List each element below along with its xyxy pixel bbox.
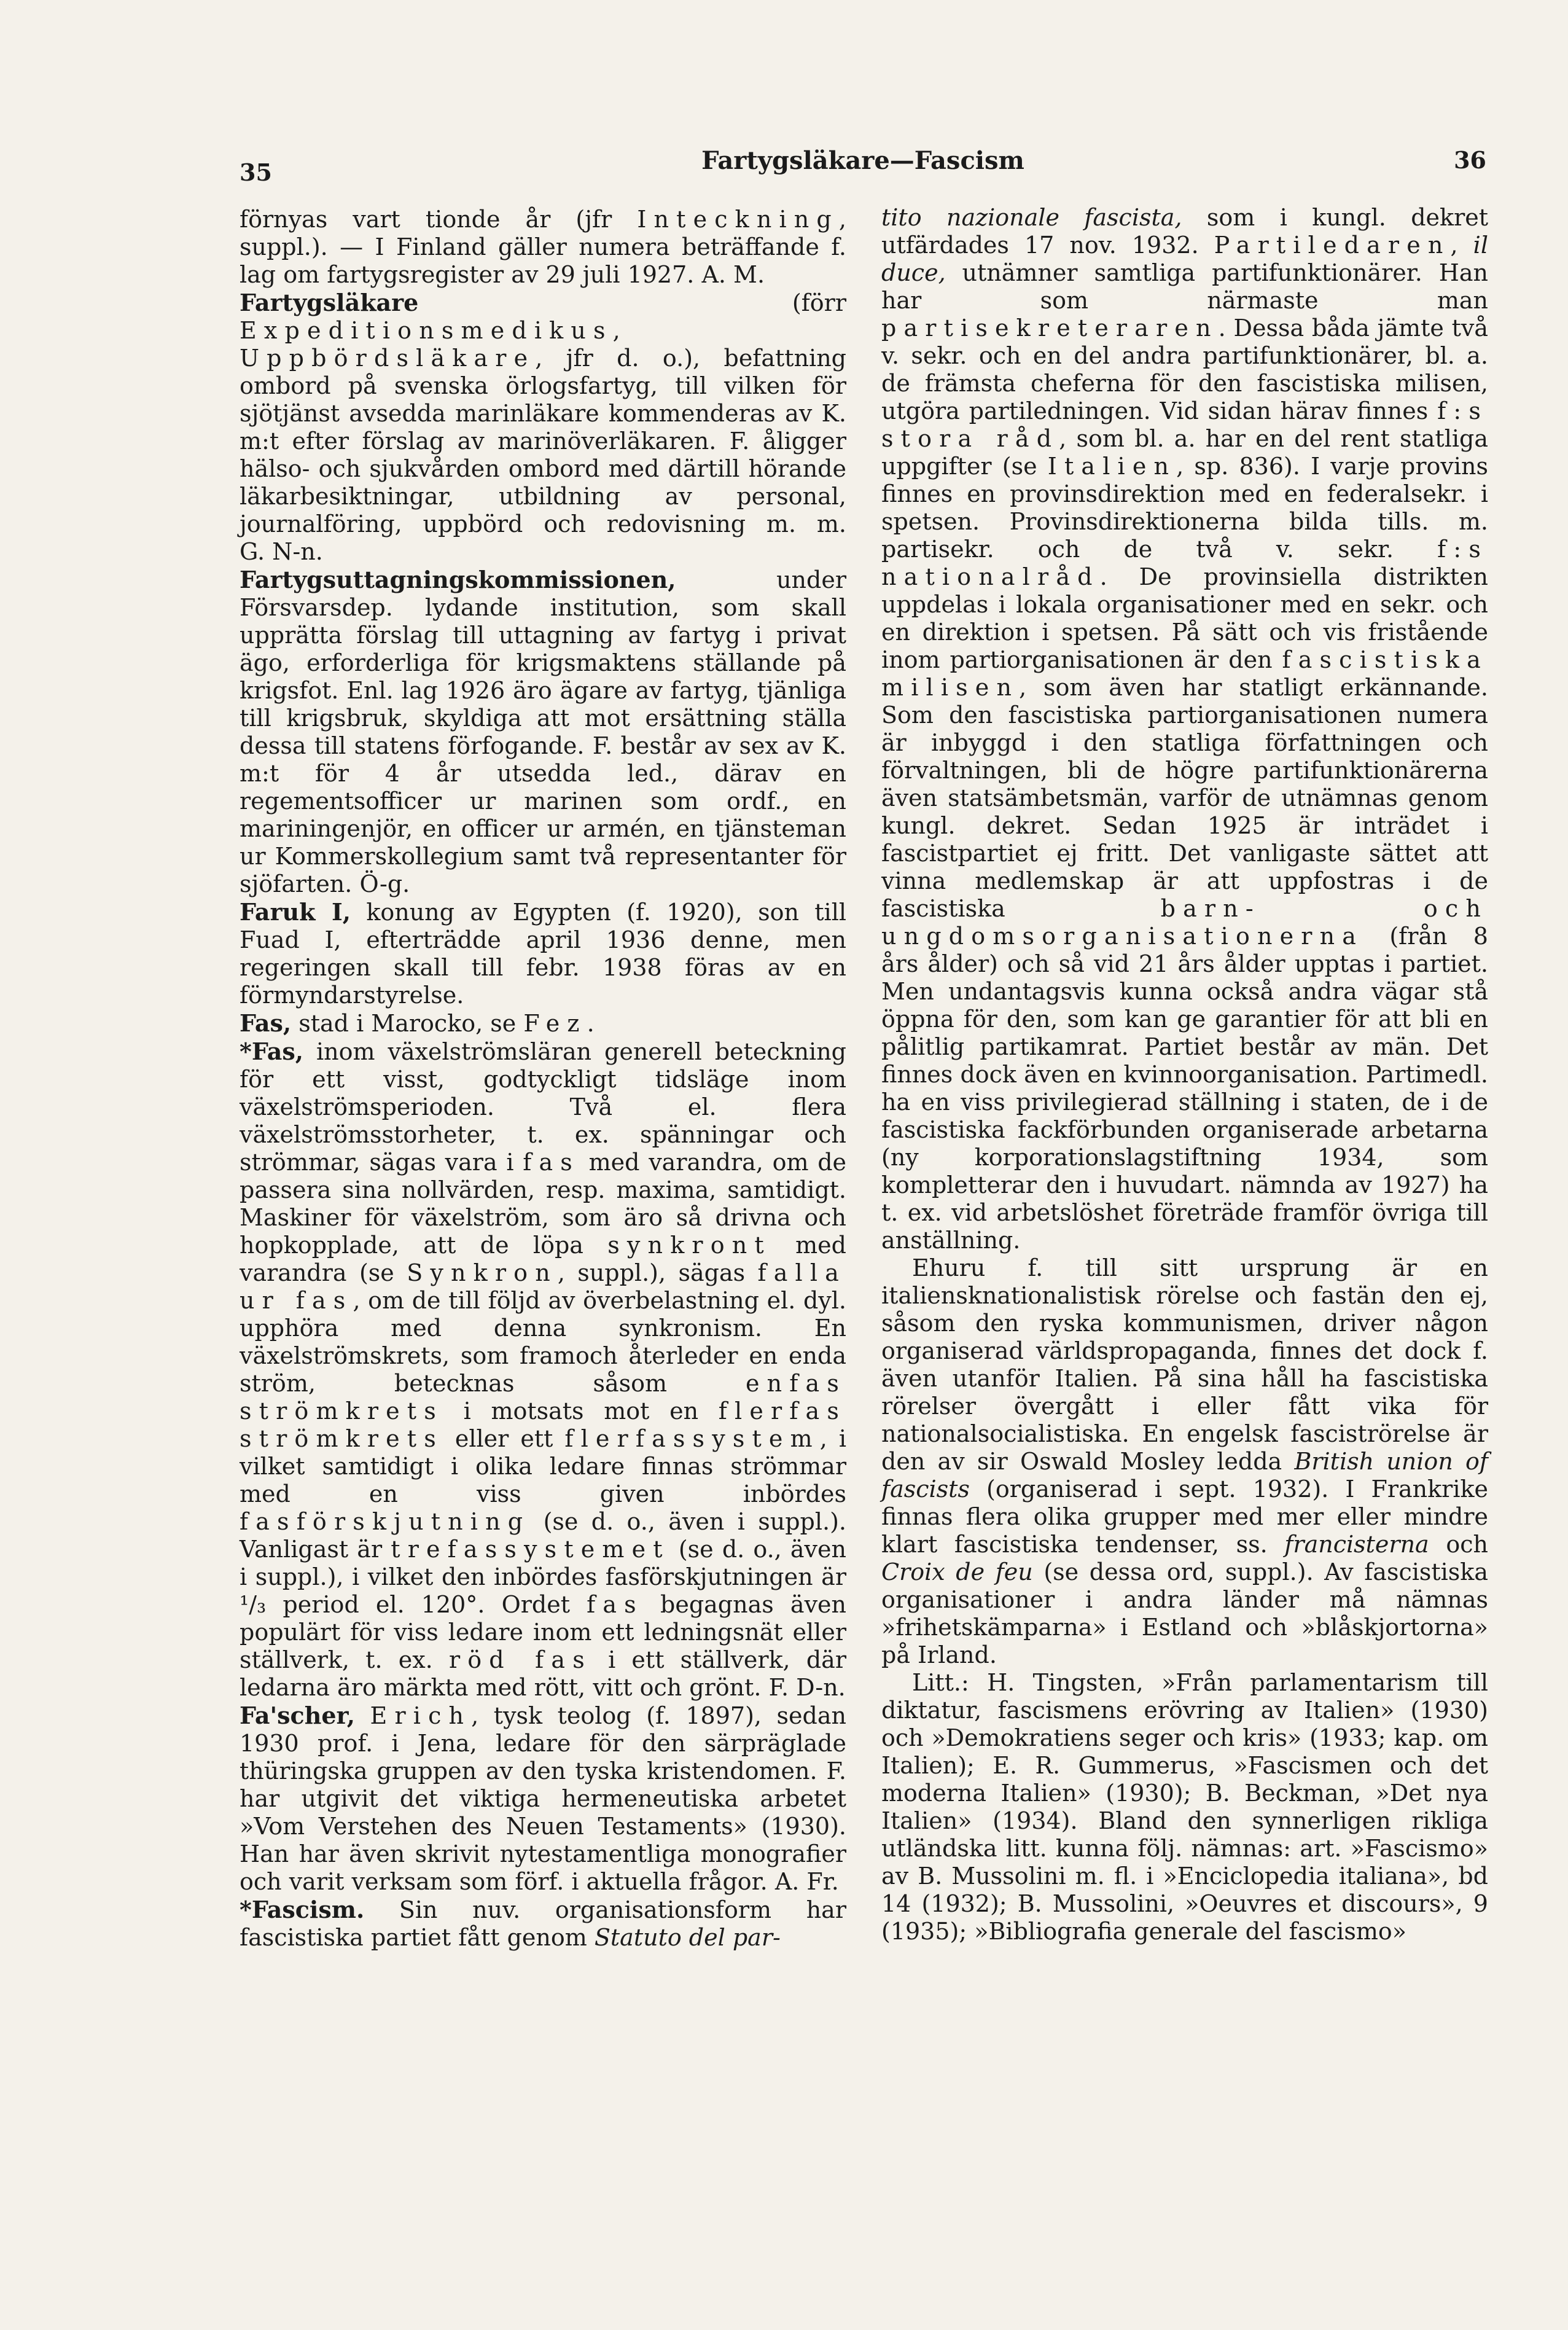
entry-fas-city: Fas, stad i Marocko, se Fez. (240, 1009, 595, 1037)
headword: Faruk I, (240, 898, 351, 926)
page-number-left: 35 (240, 158, 272, 186)
running-title: Fartygsläkare—Fascism (701, 146, 1024, 175)
entry-inteckning-continued: förnyas vart tionde år (jfr Inteckning, suppl.). — I Finland gäller numera beträffande f. lag om fartygsregister av 29 juli 1927. A. M. (240, 206, 846, 288)
author-signature: G. N-n. (240, 538, 323, 565)
headword: *Fas, (240, 1038, 304, 1065)
headword: Fartygsuttagningskommissionen, (240, 566, 676, 593)
author-signature: Ö-g. (359, 870, 410, 897)
fascism-abroad-paragraph: Ehuru f. till sitt ursprung är en italiensknationalistisk rörelse och fastän den ej, såsom den ryska kommunismen, driver någon organiserad världspropaganda, finnes det dock f. även utanför Italien. På sina håll ha fascistiska rörelser övergått i eller fått vika för nationalsocialistiska. En engelsk fasciströrelse är den av sir Oswald Mosley ledda British union of fascists (organiserad i sept. 1932). I Frankrike finnas flera olika grupper med mer eller mindre klart fascistiska tendenser, ss. francisterna och Croix de feu (se dessa ord, suppl.). Av fascistiska organisationer i andra länder må nämnas »frihetskämparna» i Estland och »blåskjortorna» på Irland. (881, 1254, 1488, 1668)
right-column (881, 204, 1488, 1945)
left-column (240, 206, 846, 1952)
literature-paragraph: Litt.: H. Tingsten, »Från parlamentarism till diktatur, fascismens erövring av Italien» (1930) och »Demokratiens seger och kris» (1933; kap. om Italien); E. R. Gummerus, »Fascismen och det moderna Italien» (1930); B. Beckman, »Det nya Italien» (1934). Bland den synnerligen rikliga utländska litt. kunna följ. nämnas: art. »Fascismo» av B. Mussolini m. fl. i »Enciclopedia italiana», bd 14 (1932); B. Mussolini, »Oeuvres et discours», 9 (1935); »Bibliografia generale del fascismo» (881, 1669, 1488, 1945)
author-signature: A. Fr. (774, 1868, 839, 1895)
entry-faruk: Faruk I, konung av Egypten (f. 1920), son till Fuad I, efterträdde april 1936 denne, men regeringen skall till febr. 1938 föras av en förmyndarstyrelse. (240, 898, 847, 1009)
page-number-right: 36 (1454, 146, 1486, 174)
entry-fascher: Fa'scher, Erich, tysk teolog (f. 1897), sedan 1930 prof. i Jena, ledare för den särpräglade thüringska gruppen av den tyska kristendomen. F. har utgivit det viktiga hermeneutiska arbetet »Vom Verstehen des Neuen Testaments» (1930). Han har även skrivit nytestamentliga monografier och varit verksam som förf. i aktuella frågor. A. Fr. (240, 1702, 846, 1895)
author-signature: A. M. (701, 261, 765, 288)
author-signature: F. D-n. (768, 1674, 846, 1701)
headword: *Fascism. (240, 1896, 365, 1923)
entry-fartygsuttagningskommissionen: Fartygsuttagningskommissionen, under Försvarsdep. lydande institution, som skall upprätta förslag till uttagning av fartyg i privat ägo, erforderliga för krigsmaktens ställande på krigsfot. Enl. lag 1926 äro ägare av fartyg, tjänliga till krigsbruk, skyldiga att mot ersättning ställa dessa till statens förfogande. F. består av sex av K. m:t för 4 år utsedda led., därav en regementsofficer ur marinen som ordf., en mariningenjör, en officer ur armén, en tjänsteman ur Kommerskollegium samt två representanter för sjöfarten. Ö-g. (240, 566, 846, 897)
headword: Fartygsläkare (240, 289, 419, 316)
entry-fartygslakare: Fartygsläkare (förr Expeditionsmedikus, Uppbördsläkare, jfr d. o.), befattning ombord på svenska örlogsfartyg, till vilken för sjötjänst avsedda marinläkare kommenderas av K. m:t efter förslag av marinöverläkaren. F. åligger hälso- och sjukvården ombord med därtill hörande läkarbesiktningar, utbildning av personal, journalföring, uppbörd och redovisning m. m. G. N-n. (240, 289, 846, 565)
fascism-organisation-paragraph: tito nazionale fascista, som i kungl. dekret utfärdades 17 nov. 1932. Partiledaren, il duce, utnämner samtliga partifunktionärer. Han har som närmaste man partisekreteraren. Dessa båda jämte två v. sekr. och en del andra partifunktionärer, bl. a. de främsta cheferna för den fascistiska milisen, utgöra partiledningen. Vid sidan härav finnes f:s stora råd, som bl. a. har en del rent statliga uppgifter (se Italien, sp. 836). I varje provins finnes en provinsdirektion med en federalsekr. i spetsen. Provinsdirektionerna bilda tills. m. partisekr. och de två v. sekr. f:s nationalråd. De provinsiella distrikten uppdelas i lokala organisationer med en sekr. och en direktion i spetsen. På sätt och vis fristående inom partiorganisationen är den fascistiska milisen, som även har statligt erkännande. Som den fascistiska partiorganisationen numera är inbyggd i den statliga författningen och förvaltningen, bli de högre partifunktionärerna även statsämbetsmän, varför de utnämnas genom kungl. dekret. Sedan 1925 är inträdet i fascistpartiet ej fritt. Det vanligaste sättet att vinna medlemskap är att uppfostras i de fascistiska barn- och ungdomsorganisationerna (från 8 års ålder) och så vid 21 års ålder upptas i partiet. Men undantagsvis kunna också andra vägar stå öppna för den, som kan ge garantier för att bli en pålitlig partikamrat. Partiet består av män. Det finnes dock även en kvinnoorganisation. Partimedl. ha en viss privilegierad ställning i staten, de i de fascistiska fackförbunden organiserade arbetarna (ny korporationslagstiftning 1934, som kompletterar den i huvudart. nämnda av 1927) ha t. ex. vid arbetslöshet företräde framför övriga till anställning. (881, 204, 1488, 1254)
entry-fascism: *Fascism. Sin nuv. organisationsform har fascistiska partiet fått genom Statuto del par- (240, 1896, 846, 1951)
entry-fas-electrical: *Fas, inom växelströmsläran generell beteckning för ett visst, godtyckligt tidsläge inom växelströmsperioden. Två el. flera växelströmsstorheter, t. ex. spänningar och strömmar, sägas vara i fas med varandra, om de passera sina nollvärden, resp. maxima, samtidigt. Maskiner för växelström, som äro så drivna och hopkopplade, att de löpa synkront med varandra (se Synkron, suppl.), sägas falla ur fas, om de till följd av överbelastning el. dyl. upphöra med denna synkronism. En växelströmskrets, som framoch återleder en enda ström, betecknas såsom enfas strömkrets i motsats mot en flerfas strömkrets eller ett flerfassystem, i vilket samtidigt i olika ledare finnas strömmar med en viss given inbördes fasförskjutning (se d. o., även i suppl.). Vanligast är trefassystemet (se d. o., även i suppl.), i vilket den inbördes fasförskjutningen är ¹/₃ period el. 120°. Ordet fas begagnas även populärt för viss ledare inom ett ledningsnät eller ställverk, t. ex. röd fas i ett ställverk, där ledarna äro märkta med rött, vitt och grönt. F. D-n. (240, 1038, 847, 1701)
headword: Fa'scher, (240, 1702, 355, 1729)
headword: Fas, (240, 1009, 292, 1037)
page-header (240, 146, 1486, 195)
